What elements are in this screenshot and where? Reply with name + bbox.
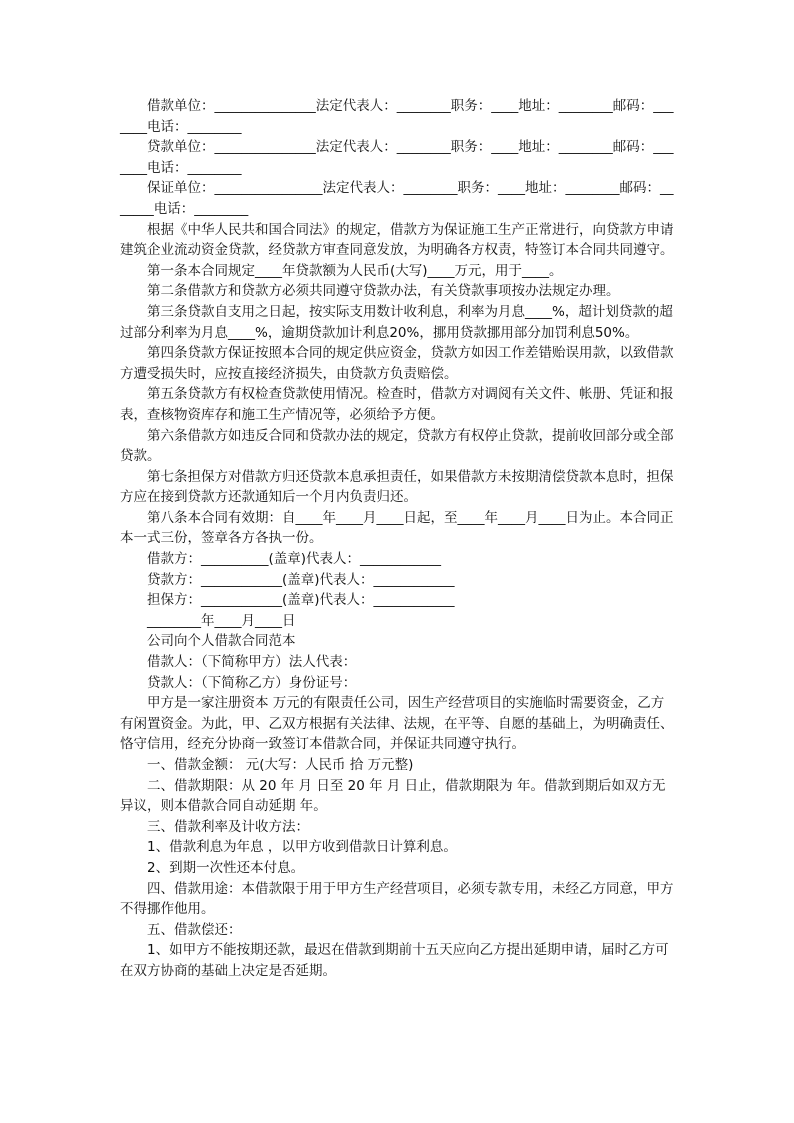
clause-interest-heading: 三、借款利率及计收方法： (147, 818, 309, 835)
article-1: 第一条本合同规定____年贷款额为人民币(大写)____万元，用于____。 (147, 262, 563, 279)
template-preamble: 甲方是一家注册资本 万元的有限责任公司，因生产经营项目的实施临时需要资金，乙方有闲置资金。为此，甲、乙双方根据有关法律、法规，在平等、自愿的基础上，为明确责任、恪守信用，经充分协商一致签订本借款合同，并保证共同遵守执行。 (120, 695, 674, 753)
document-body (120, 96, 676, 982)
signature-date: ________年____月____日 (147, 612, 296, 629)
article-6: 第六条借款方如违反合同和贷款办法的规定，贷款方有权停止贷款，提前收回部分或全部贷款。 (120, 427, 674, 465)
signature-lender: 贷款方：____________(盖章)代表人：____________ (147, 571, 455, 588)
template-title: 公司向个人借款合同范本 (147, 633, 296, 650)
contract-preamble: 根据《中华人民共和国合同法》的规定，借款方为保证施工生产正常进行，向贷款方申请建筑企业流动资金贷款，经贷款方审查同意发放，为明确各方权责，特签订本合同共同遵守。 (120, 221, 674, 259)
clause-repayment-1: 1、如甲方不能按期还款，最迟在借款到期前十五天应向乙方提出延期申请，届时乙方可在双方协商的基础上决定是否延期。 (120, 942, 669, 979)
signature-borrower: 借款方：__________(盖章)代表人：____________ (147, 551, 442, 568)
signature-guarantor: 担保方：____________(盖章)代表人：____________ (147, 592, 455, 609)
clause-interest-1: 1、借款利息为年息 ，以甲方收到借款日计算利息。 (147, 839, 457, 856)
article-8: 第八条本合同有效期：自____年____月____日起，至____年____月____日为止。本合同正本一式三份，签章各方各执一份。 (120, 509, 674, 547)
clause-loan-purpose: 四、借款用途：本借款限于用于甲方生产经营项目，必须专款专用，未经乙方同意，甲方不得挪作他用。 (120, 880, 674, 918)
clause-loan-term: 二、借款期限：从 20 年 月 日至 20 年 月 日止，借款期限为 年。借款到期后如双方无异议，则本借款合同自动延期 年。 (120, 777, 666, 815)
article-5: 第五条贷款方有权检查贷款使用情况。检查时，借款方对调阅有关文件、帐册、凭证和报表，查核物资库存和施工生产情况等，必须给予方便。 (120, 386, 674, 423)
article-4: 第四条贷款方保证按照本合同的规定供应资金，贷款方如因工作差错贻误用款，以致借款方遭受损失时，应按直接经济损失，由贷款方负责赔偿。 (120, 345, 674, 382)
clause-loan-amount: 一、借款金额： 元(大写：人民币 拾 万元整) (147, 757, 414, 773)
party-a-line: 借款人：（下简称甲方）法人代表： (147, 654, 357, 671)
party-b-line: 贷款人：（下简称乙方）身份证号： (147, 674, 357, 691)
article-2: 第二条借款方和贷款方必须共同遵守贷款办法，有关贷款事项按办法规定办理。 (147, 283, 620, 300)
lender-unit-line: 贷款单位：_______________法定代表人：________职务：____地址：________邮码：_______电话：________ (120, 139, 674, 176)
article-3: 第三条贷款自支用之日起，按实际支用数计收利息，利率为月息____%，超计划贷款的超过部分利率为月息____%，逾期贷款加计利息20%，挪用贷款挪用部分加罚利息50%。 (120, 303, 673, 341)
borrower-unit-line: 借款单位：_______________法定代表人：________职务：____地址：________邮码：_______电话：________ (120, 98, 674, 135)
clause-repayment-heading: 五、借款偿还： (147, 921, 242, 938)
clause-interest-2: 2、到期一次性还本付息。 (147, 859, 305, 876)
article-7: 第七条担保方对借款方归还贷款本息承担责任，如果借款方未按期清偿贷款本息时，担保方应在接到贷款方还款通知后一个月内负责归还。 (120, 468, 674, 506)
guarantor-unit-line: 保证单位：________________法定代表人：________职务：____地址：________邮码：_______电话：________ (120, 180, 674, 217)
